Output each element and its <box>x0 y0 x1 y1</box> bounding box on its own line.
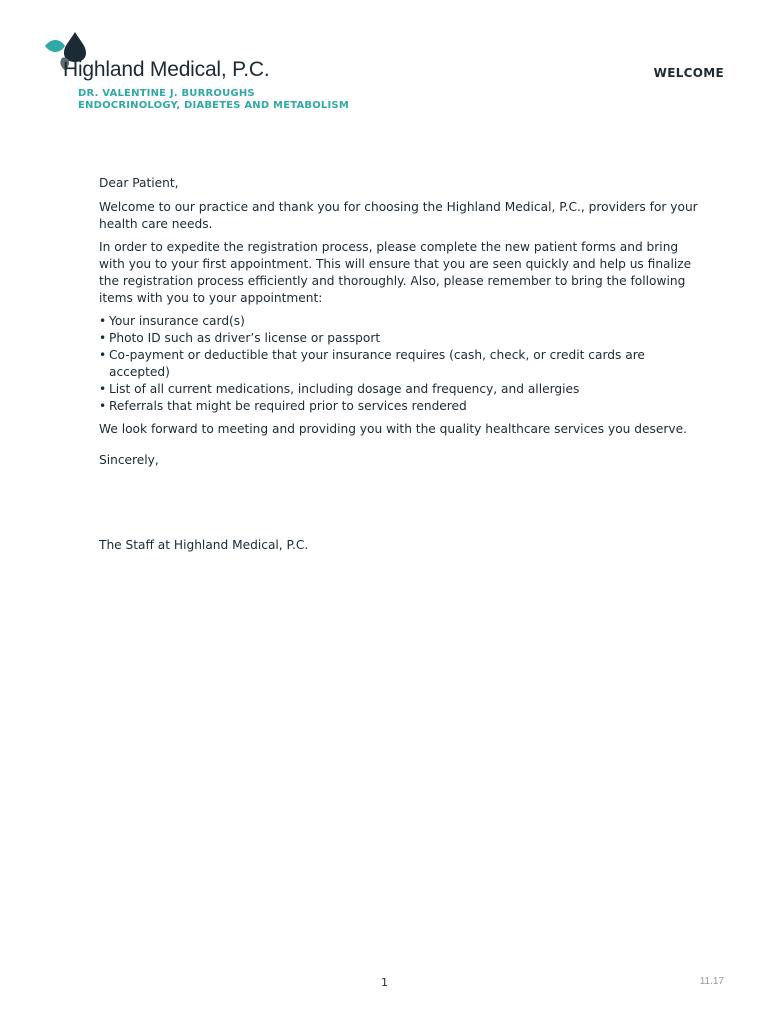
outro-paragraph: We look forward to meeting and providing you with the quality healthcare services you deserve. <box>99 422 687 436</box>
intro-paragraph: Welcome to our practice and thank you for choosing the Highland Medical, P.C., providers for your health care needs. <box>99 200 698 231</box>
letter-body <box>99 175 699 469</box>
list-item: • List of all current medications, including dosage and frequency, and allergies <box>99 381 699 398</box>
list-item: • Your insurance card(s) <box>99 313 699 330</box>
items-list <box>99 313 699 415</box>
instructions-paragraph: In order to expedite the registration process, please complete the new patient forms and bring with you to your first appointment. This will ensure that you are seen quickly and help us finalize the registration process efficiently and thoroughly. Also, please remember to bring the following items with you to your appointment: <box>99 240 692 305</box>
doctor-name: DR. VALENTINE J. BURROUGHS <box>78 88 255 99</box>
list-item: • Referrals that might be required prior to services rendered <box>99 398 699 415</box>
doctor-specialty: ENDOCRINOLOGY, DIABETES AND METABOLISM <box>78 100 349 111</box>
list-item: • Co-payment or deductible that your insurance requires (cash, check, or credit cards are accepted) <box>99 347 699 381</box>
list-item: • Photo ID such as driver’s license or passport <box>99 330 699 347</box>
revision-code: 11.17 <box>699 976 724 987</box>
document-label: WELCOME <box>653 66 724 80</box>
page-number: 1 <box>381 976 388 989</box>
salutation: Dear Patient, <box>99 176 179 190</box>
brand-name: Highland Medical, P.C. <box>63 58 270 81</box>
signature: The Staff at Highland Medical, P.C. <box>99 538 309 552</box>
closing: Sincerely, <box>99 453 159 467</box>
